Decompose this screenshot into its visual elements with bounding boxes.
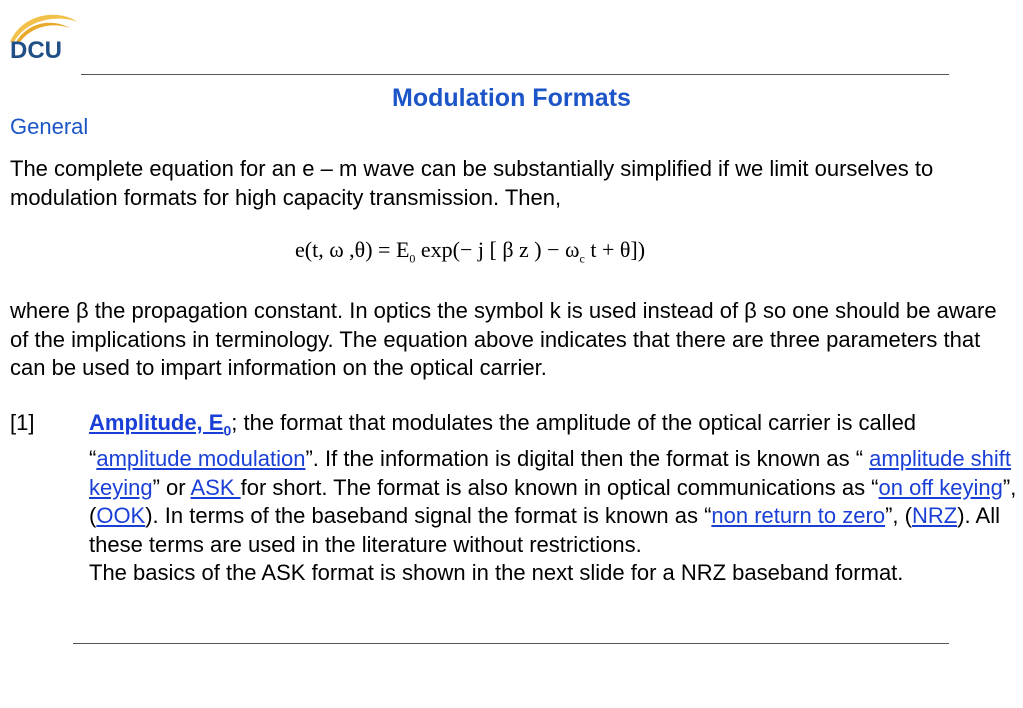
link-amplitude-shift-keying[interactable]: amplitude shift keying bbox=[89, 445, 1012, 500]
item-text-7: ”, ( bbox=[885, 503, 912, 529]
link-nrz[interactable]: NRZ bbox=[911, 503, 958, 529]
amplitude-heading-link[interactable] bbox=[89, 410, 232, 439]
amplitude-heading-text: Amplitude, E bbox=[89, 410, 224, 435]
item-text-2: ”. If the information is digital then the format is known as “ bbox=[305, 445, 870, 471]
link-amplitude-modulation[interactable]: amplitude modulation bbox=[96, 445, 306, 471]
closing-sentence: The basics of the ASK format is shown in the next slide for a NRZ baseband format. bbox=[89, 560, 904, 586]
item-text-5: ”, ( bbox=[89, 474, 1017, 529]
bottom-divider bbox=[73, 643, 949, 644]
link-on-off-keying[interactable]: on off keying bbox=[878, 474, 1003, 500]
wave-equation bbox=[295, 237, 645, 266]
item-text-8: ). All these terms are used in the literature without restrictions. bbox=[89, 503, 1000, 557]
link-ask[interactable]: ASK bbox=[190, 474, 241, 500]
link-non-return-to-zero[interactable]: non return to zero bbox=[711, 503, 886, 529]
item-text-1: ; the format that modulates the amplitude of the optical carrier is called “ bbox=[89, 410, 917, 471]
item-text-3: ” or bbox=[152, 474, 191, 500]
equation-rhs: t + θ]) bbox=[584, 237, 646, 262]
logo-text: DCU bbox=[10, 37, 62, 64]
equation-mid: exp(− j [ β z ) − ω bbox=[415, 237, 580, 262]
section-subtitle: General bbox=[10, 114, 89, 139]
equation-mid-subscript: c bbox=[579, 251, 585, 266]
equation-lhs: e(t, ω ,θ) = E bbox=[295, 237, 410, 262]
amplitude-heading-subscript: 0 bbox=[223, 422, 232, 439]
list-item-number: [1] bbox=[10, 410, 35, 435]
list-item-body bbox=[89, 409, 1019, 588]
link-ook[interactable]: OOK bbox=[96, 503, 146, 529]
equation-lhs-subscript: 0 bbox=[409, 251, 416, 266]
intro-paragraph: The complete equation for an e – m wave can be substantially simplified if we limit ourselves to modulation formats for high capacity transmission. Then, bbox=[10, 156, 934, 210]
item-text-4: for short. The format is also known in optical communications as “ bbox=[240, 474, 879, 500]
item-text-6: ). In terms of the baseband signal the format is known as “ bbox=[145, 503, 712, 529]
where-paragraph: where β the propagation constant. In optics the symbol k is used instead of β so one should be aware of the implications in terminology. The equation above indicates that there are three parameters that can be used to impart information on the optical carrier. bbox=[10, 298, 997, 381]
top-divider bbox=[81, 74, 949, 75]
page-title: Modulation Formats bbox=[392, 84, 631, 112]
